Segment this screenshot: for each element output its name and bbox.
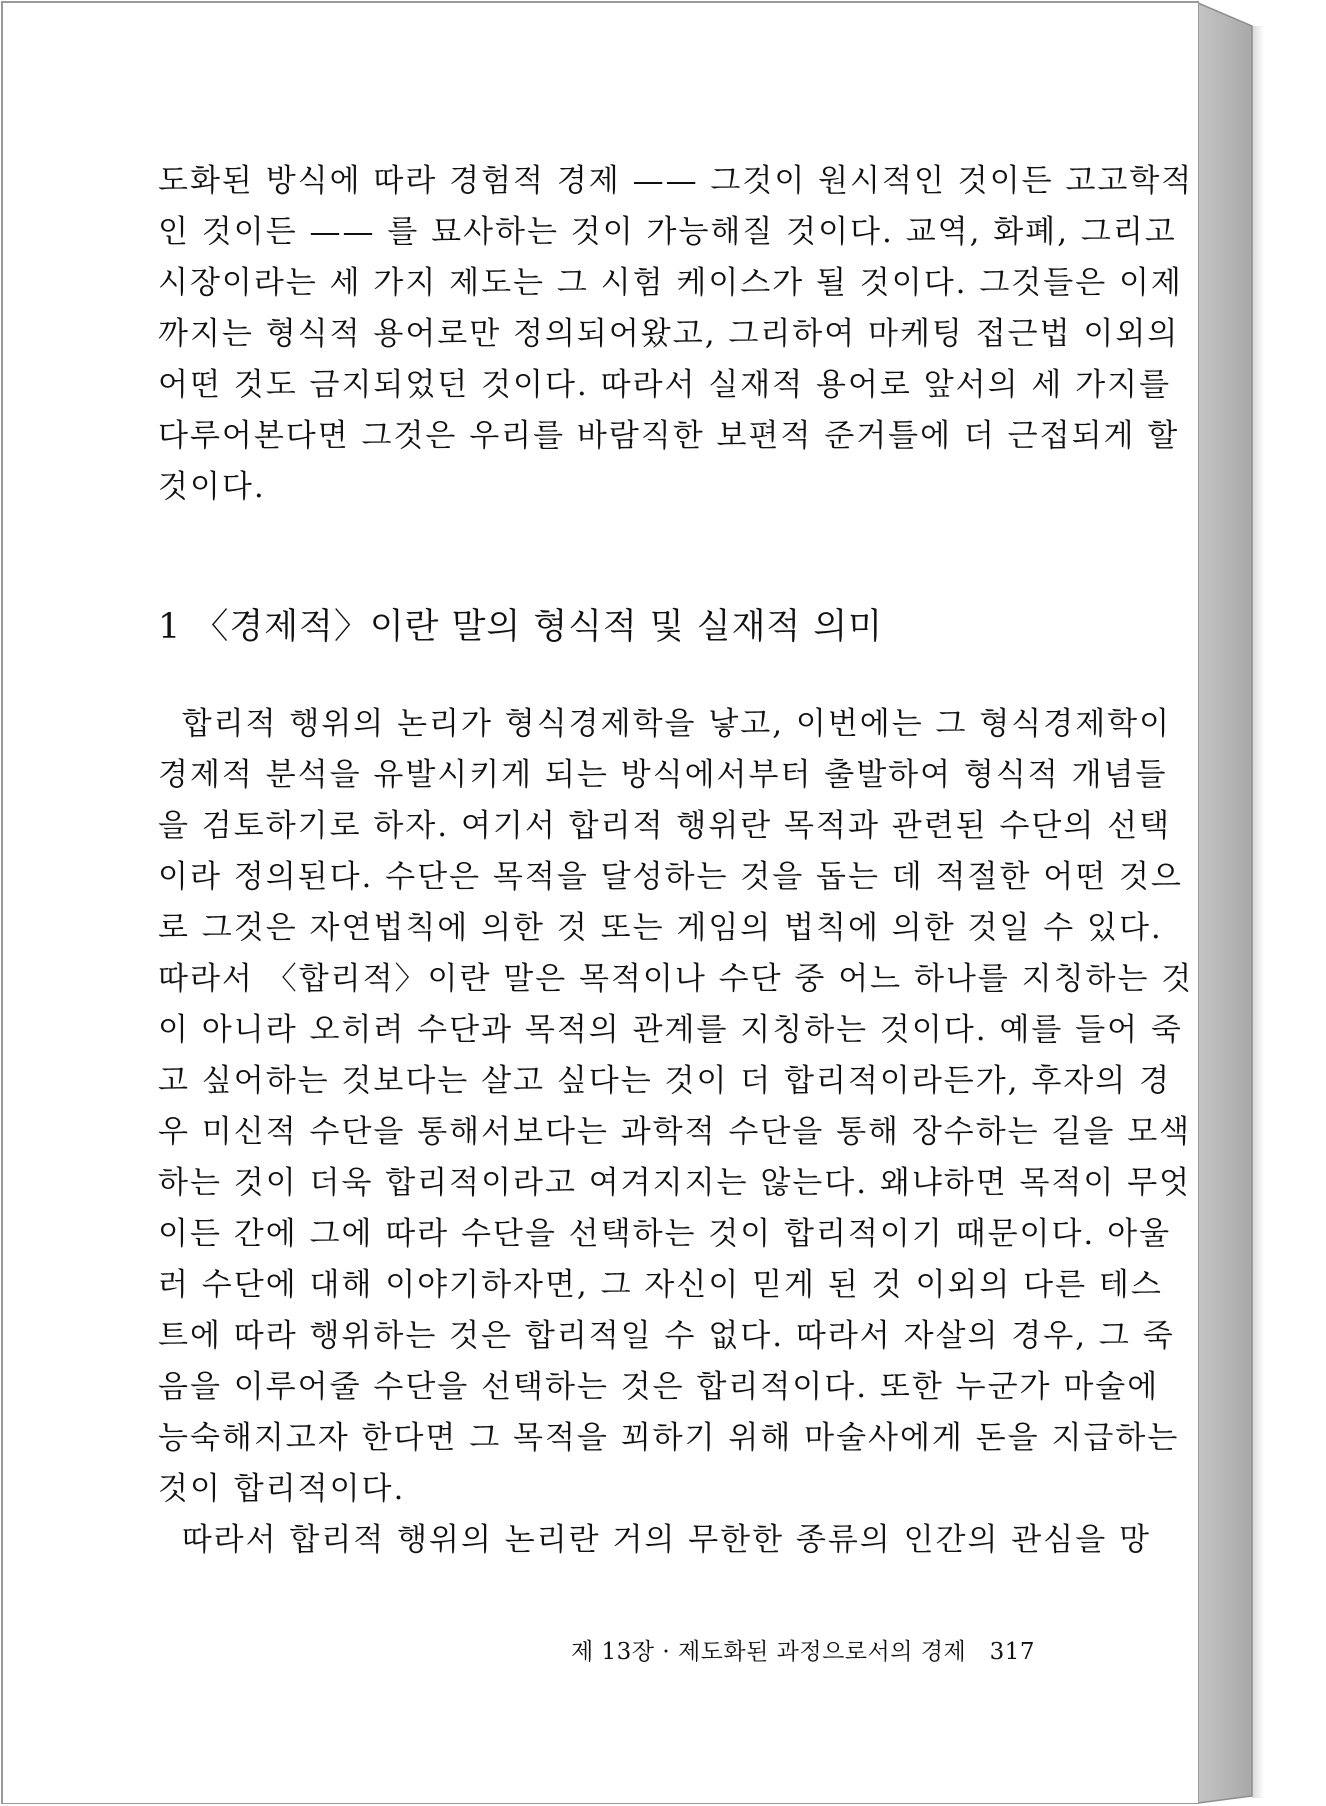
body-line: 트에 따라 행위하는 것은 합리적일 수 없다. 따라서 자살의 경우, 그 죽 bbox=[158, 1318, 1175, 1354]
intro-line: 다루어본다면 그것은 우리를 바람직한 보편적 준거틀에 더 근접되게 할 bbox=[158, 418, 1180, 454]
body-line: 고 싶어하는 것보다는 살고 싶다는 것이 더 합리적이라든가, 후자의 경 bbox=[158, 1063, 1172, 1099]
body-line: 경제적 분석을 유발시키게 되는 방식에서부터 출발하여 형식적 개념들 bbox=[158, 757, 1168, 793]
body-line: 능숙해지고자 한다면 그 목적을 꾀하기 위해 마술사에게 돈을 지급하는 bbox=[158, 1420, 1180, 1456]
intro-line: 시장이라는 세 가지 제도는 그 시험 케이스가 될 것이다. 그것들은 이제 bbox=[158, 265, 1183, 301]
body-line: 로 그것은 자연법칙에 의한 것 또는 게임의 법칙에 의한 것일 수 있다. bbox=[158, 910, 1163, 946]
body-line: 따라서 합리적 행위의 논리란 거의 무한한 종류의 인간의 관심을 망 bbox=[158, 1522, 1151, 1558]
body-line: 이라 정의된다. 수단은 목적을 달성하는 것을 돕는 데 적절한 어떤 것으 bbox=[158, 859, 1183, 895]
book-page bbox=[3, 3, 1198, 1803]
body-line: 우 미신적 수단을 통해서보다는 과학적 수단을 통해 장수하는 길을 모색 bbox=[158, 1114, 1192, 1150]
body-line: 이 아니라 오히려 수단과 목적의 관계를 지칭하는 것이다. 예를 들어 죽 bbox=[158, 1012, 1183, 1048]
body-line: 러 수단에 대해 이야기하자면, 그 자신이 믿게 된 것 이외의 다른 테스 bbox=[158, 1267, 1163, 1303]
intro-line: 인 것이든 —— 를 묘사하는 것이 가능해질 것이다. 교역, 화폐, 그리고 bbox=[158, 214, 1177, 250]
intro-line: 까지는 형식적 용어로만 정의되어왔고, 그리하여 마케팅 접근법 이외의 bbox=[158, 316, 1180, 352]
body-line: 것이 합리적이다. bbox=[158, 1471, 406, 1507]
intro-line: 어떤 것도 금지되었던 것이다. 따라서 실재적 용어로 앞서의 세 가지를 bbox=[158, 367, 1172, 403]
body-line: 하는 것이 더욱 합리적이라고 여겨지지는 않는다. 왜냐하면 목적이 무엇 bbox=[158, 1165, 1192, 1201]
body-line: 이든 간에 그에 따라 수단을 선택하는 것이 합리적이기 때문이다. 아울 bbox=[158, 1216, 1172, 1252]
section-heading: 1 〈경제적〉이란 말의 형식적 및 실재적 의미 bbox=[158, 607, 883, 647]
body-line: 을 검토하기로 하자. 여기서 합리적 행위란 목적과 관련된 수단의 선택 bbox=[158, 808, 1172, 844]
body-line: 음을 이루어줄 수단을 선택하는 것은 합리적이다. 또한 누군가 마술에 bbox=[158, 1369, 1160, 1405]
body-line: 따라서 〈합리적〉이란 말은 목적이나 수단 중 어느 하나를 지칭하는 것 bbox=[158, 961, 1194, 997]
intro-line: 도화된 방식에 따라 경험적 경제 —— 그것이 원시적인 것이든 고고학적 bbox=[158, 163, 1194, 199]
running-footer: 제 13장 · 제도화된 과정으로서의 경제 317 bbox=[571, 1639, 1036, 1665]
body-line: 합리적 행위의 논리가 형식경제학을 낳고, 이번에는 그 형식경제학이 bbox=[158, 706, 1172, 742]
intro-line: 것이다. bbox=[158, 469, 266, 505]
